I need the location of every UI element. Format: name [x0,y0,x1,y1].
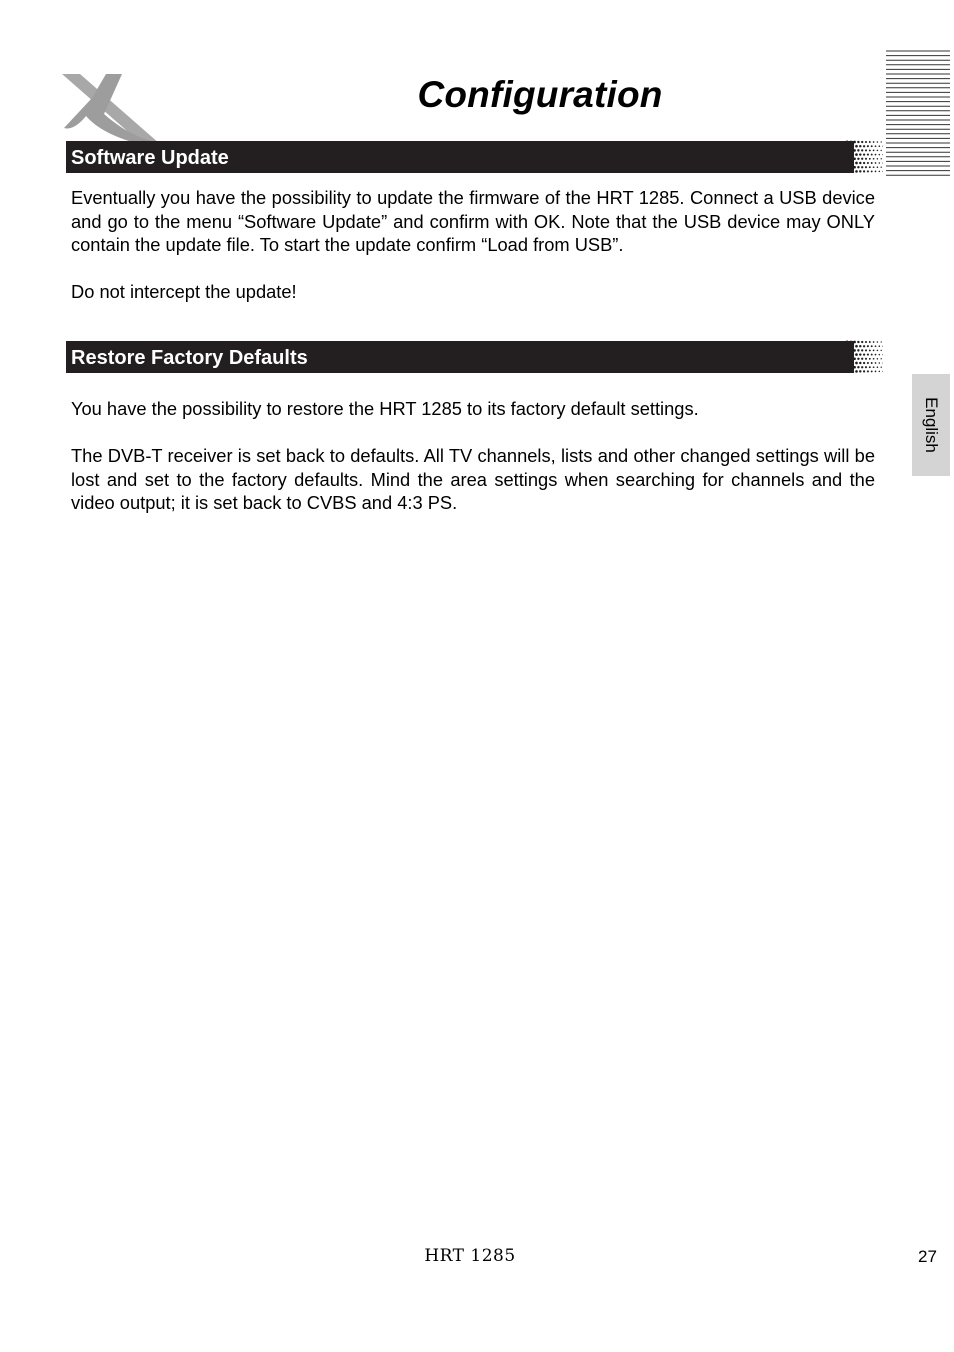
footer-model-name: HRT 1285 [424,1246,516,1266]
language-tab [912,374,950,476]
corner-stripes-decoration [886,50,950,178]
restore-defaults-details: The DVB-T receiver is set back to defaults. All TV channels, lists and other changed settings will be lost and set to the factory defaults. Mind the area settings when searching for channels and the video output; it is set back to CVBS and 4:3 PS. [71,445,875,514]
section-heading-restore-defaults: Restore Factory Defaults [66,341,854,373]
halftone-dots-decoration [845,340,883,374]
language-tab-label: English [922,397,941,453]
page-number: 27 [918,1247,937,1266]
section-heading-software-update: Software Update [66,141,854,173]
restore-defaults-intro: You have the possibility to restore the HRT 1285 to its factory default settings. [71,398,699,419]
halftone-dots-decoration [845,140,883,174]
software-update-warning: Do not intercept the update! [71,281,297,302]
brand-logo [60,74,164,146]
page-title: Configuration [417,74,663,115]
software-update-paragraph: Eventually you have the possibility to update the firmware of the HRT 1285. Connect a USB device and go to the menu “Software Update” and confirm with OK. Note that the USB device may ONLY contain the update file. To start the update confirm “Load from USB”. [71,187,875,256]
